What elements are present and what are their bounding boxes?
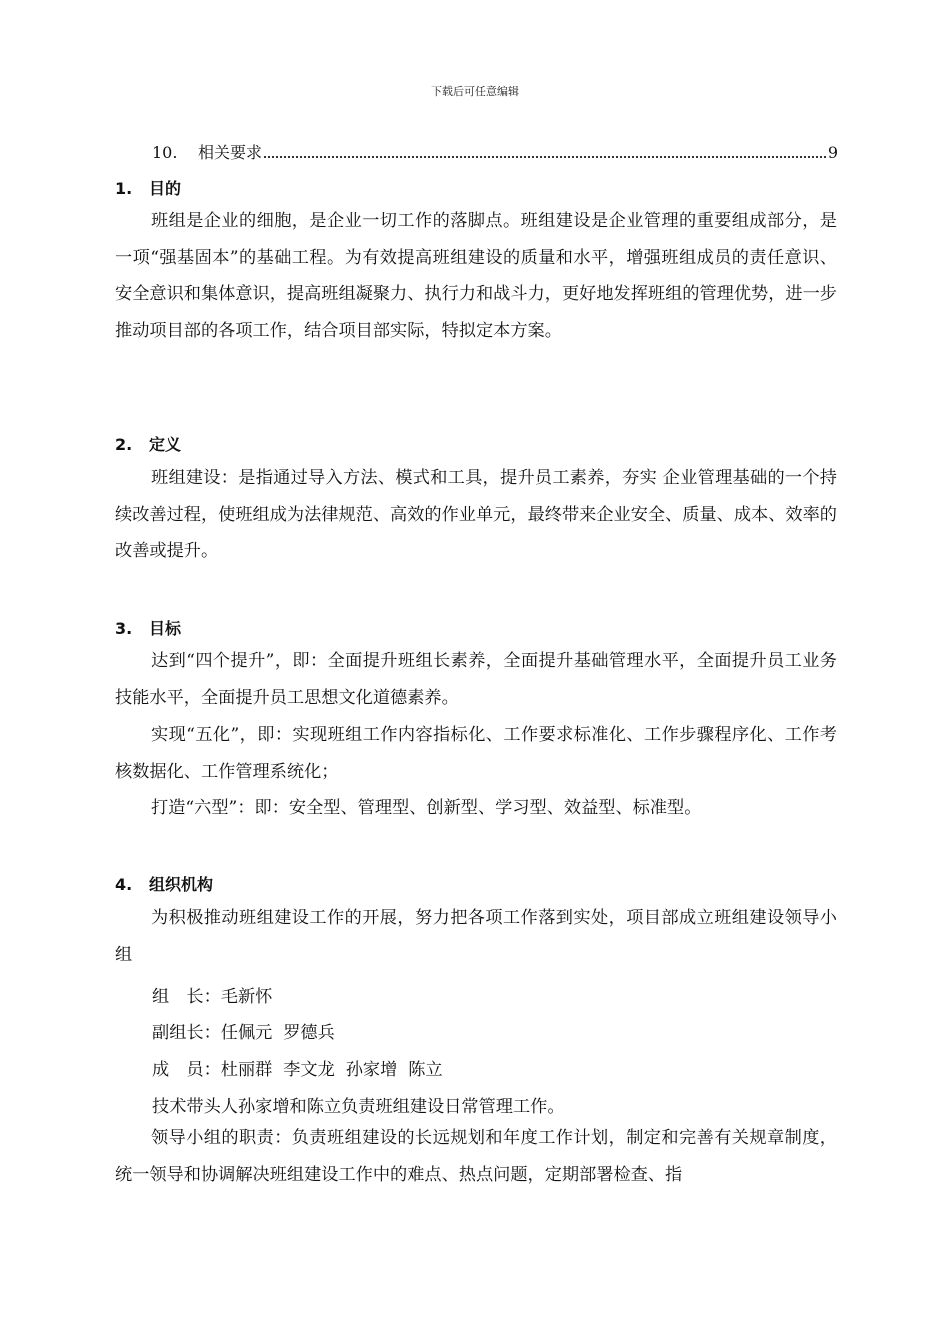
section-heading xyxy=(115,872,213,895)
paragraph: 实现“五化”，即：实现班组工作内容指标化、工作要求标准化、工作步骤程序化、工作考核数据化、工作管理系统化； xyxy=(115,725,837,782)
section-title: 定义 xyxy=(149,435,182,454)
section-number: 1. xyxy=(115,179,133,198)
toc-leader-dots xyxy=(264,156,826,158)
paragraph: 达到“四个提升”，即：全面提升班组长素养，全面提升基础管理水平，全面提升员工业务技能水平，全面提升员工思想文化道德素养。 xyxy=(115,651,837,708)
section-title: 目标 xyxy=(149,619,182,638)
section-title: 组织机构 xyxy=(149,875,214,894)
member-line-leader: 组 长：毛新怀 xyxy=(152,987,273,1007)
page-header: 下载后可任意编辑 xyxy=(431,85,519,98)
paragraph: 打造“六型”：即：安全型、管理型、创新型、学习型、效益型、标准型。 xyxy=(151,798,702,818)
section-number: 2. xyxy=(115,435,133,454)
paragraph: 为积极推动班组建设工作的开展，努力把各项工作落到实处，项目部成立班组建设领导小组 xyxy=(115,908,837,965)
section-heading xyxy=(115,176,181,199)
paragraph: 领导小组的职责：负责班组建设的长远规划和年度工作计划，制定和完善有关规章制度，统一领导和协调解决班组建设工作中的难点、热点问题，定期部署检查、指 xyxy=(115,1128,837,1185)
section-title: 目的 xyxy=(149,179,182,198)
member-line-tech-lead: 技术带头人孙家增和陈立负责班组建设日常管理工作。 xyxy=(152,1097,565,1117)
section-number: 4. xyxy=(115,875,133,894)
paragraph: 班组建设：是指通过导入方法、模式和工具，提升员工素养，夯实 企业管理基础的一个持续改善过程，使班组成为法律规范、高效的作业单元，最终带来企业安全、质量、成本、效率的改善或提升。 xyxy=(115,468,837,562)
section-number: 3. xyxy=(115,619,133,638)
section-heading xyxy=(115,432,181,455)
toc-entry-title: 相关要求 xyxy=(198,143,263,162)
member-line-deputy: 副组长：任佩元 罗德兵 xyxy=(152,1023,335,1043)
toc-entry[interactable] xyxy=(152,140,838,162)
section-heading xyxy=(115,616,181,639)
paragraph: 班组是企业的细胞，是企业一切工作的落脚点。班组建设是企业管理的重要组成部分，是一项“强基固本”的基础工程。为有效提高班组建设的质量和水平，增强班组成员的责任意识、安全意识和集体意识，提高班组凝聚力、执行力和战斗力，更好地发挥班组的管理优势，进一步推动项目部的各项工作，结合项目部实际，特拟定本方案。 xyxy=(115,211,837,341)
member-line-members: 成 员：杜丽群 李文龙 孙家增 陈立 xyxy=(152,1060,443,1080)
toc-entry-number: 10. xyxy=(152,143,178,162)
toc-entry-page: 9 xyxy=(827,143,838,162)
